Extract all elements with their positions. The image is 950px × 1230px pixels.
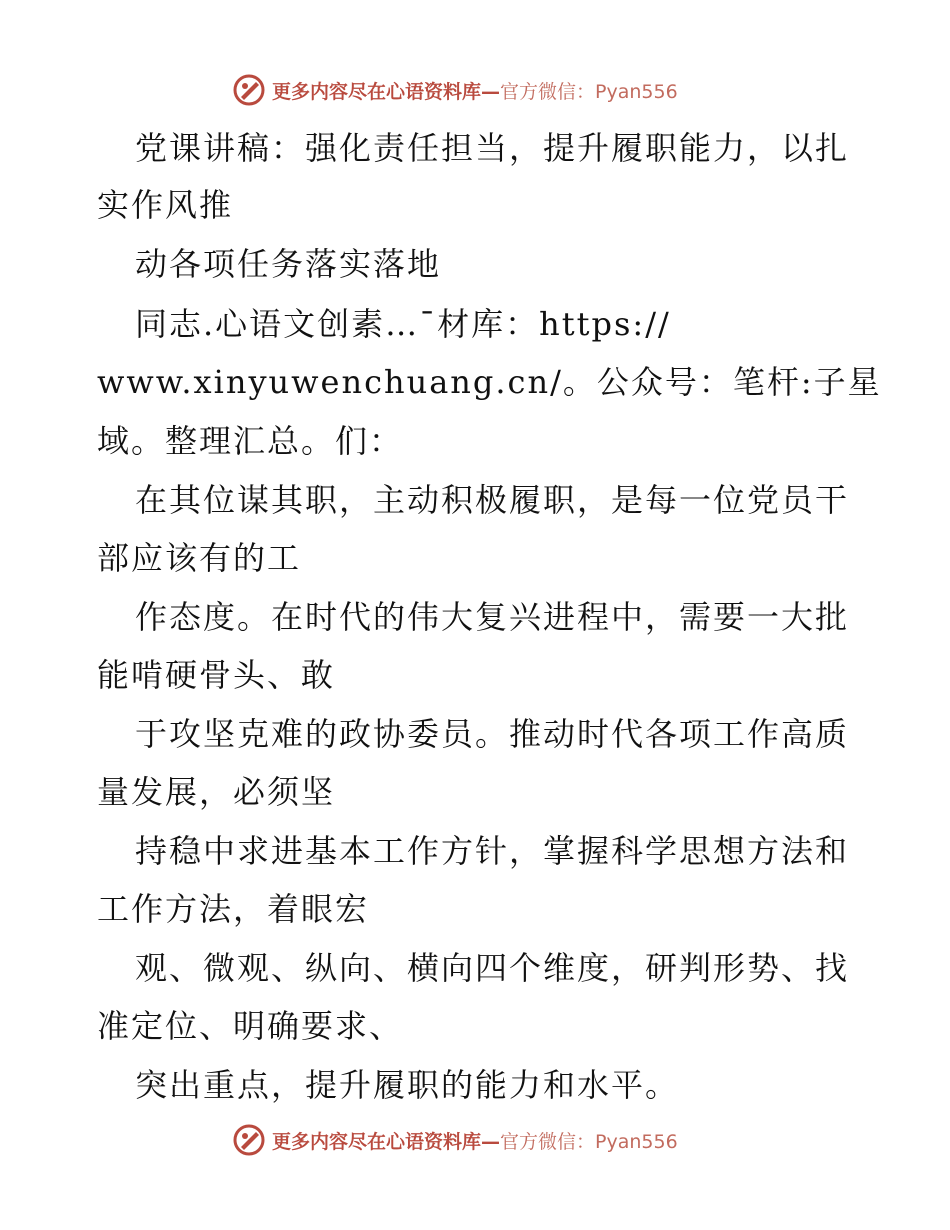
paragraph-line: 部应该有的工 xyxy=(97,539,302,577)
paragraph-line: 工作方法，着眼宏 xyxy=(97,890,370,928)
title-line-2: 实作风推 xyxy=(97,186,234,224)
paragraph-line: 准定位、明确要求、 xyxy=(97,1007,404,1045)
banner-text xyxy=(272,1127,678,1154)
paragraph-line: 能啃硬骨头、敢 xyxy=(97,656,336,694)
paragraph-line: 作态度。在时代的伟大复兴进程中，需要一大批 xyxy=(135,598,850,636)
paragraph-line: 持稳中求进基本工作方针，掌握科学思想方法和 xyxy=(135,832,850,870)
footer-banner xyxy=(232,1120,752,1160)
banner-wechat-text: 官方微信：Pyan556 xyxy=(500,80,678,103)
paragraph-line: www.xinyuwenchuang.cn/。公众号：笔杆:子星 xyxy=(97,363,882,401)
paragraph-line: 在其位谋其职，主动积极履职，是每一位党员干 xyxy=(135,481,850,519)
banner-wechat-text: 官方微信：Pyan556 xyxy=(500,1130,678,1153)
paragraph-line: 突出重点，提升履职的能力和水平。 xyxy=(135,1066,680,1104)
title-line-3: 动各项任务落实落地 xyxy=(135,245,442,283)
paragraph-line: 观、微观、纵向、横向四个维度，研判形势、找 xyxy=(135,949,850,987)
paragraph-line: 域。整理汇总。们： xyxy=(97,422,404,460)
title-line-1: 党课讲稿：强化责任担当，提升履职能力，以扎 xyxy=(135,129,850,167)
paragraph-line: 同志.心语文创素…¯材库：https:// xyxy=(135,305,671,343)
paragraph-line: 于攻坚克难的政协委员。推动时代各项工作高质 xyxy=(135,715,850,753)
paragraph-line: 量发展，必须坚 xyxy=(97,773,336,811)
banner-site-text: 更多内容尽在心语资料库— xyxy=(272,1130,501,1153)
banner-site-text: 更多内容尽在心语资料库— xyxy=(272,80,501,103)
brand-logo-icon xyxy=(232,1123,266,1157)
